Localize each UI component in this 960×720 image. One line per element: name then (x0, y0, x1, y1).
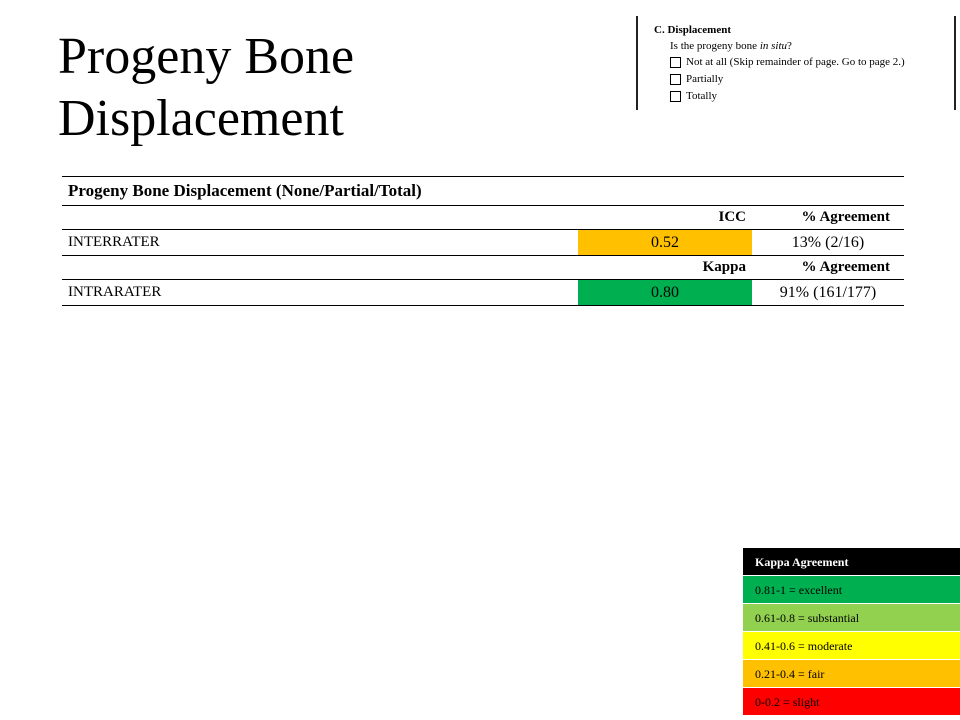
row-label: INTERRATER (68, 234, 160, 250)
agreement-value: 91% (161/177) (779, 283, 877, 301)
interrater-header-row (62, 206, 904, 230)
legend-fair: 0.21-0.4 = fair (743, 660, 960, 688)
question-suffix: ? (787, 40, 792, 52)
option-label: Totally (686, 90, 718, 102)
intrarater-row (62, 280, 904, 306)
table-caption: Progeny Bone Displacement (None/Partial/Total) (62, 176, 904, 206)
question-prefix: Is the progeny bone (670, 40, 760, 52)
agreement-header: % Agreement (801, 259, 890, 275)
kappa-header: Kappa (702, 259, 746, 275)
legend-title: Kappa Agreement (743, 548, 960, 576)
checkbox[interactable] (670, 91, 681, 102)
option-label: Not at all (Skip remainder of page. Go to page 2.) (686, 56, 905, 68)
icc-header: ICC (718, 209, 746, 225)
question-italic: in situ (759, 40, 788, 52)
legend-slight: 0-0.2 = slight (743, 688, 960, 716)
kappa-value: 0.80 (578, 280, 752, 305)
legend-moderate: 0.41-0.6 = moderate (743, 632, 960, 660)
slide-title (58, 26, 618, 150)
option-totally[interactable] (670, 90, 717, 102)
interrater-row (62, 230, 904, 256)
form-heading: C. Displacement (654, 24, 731, 36)
kappa-legend (743, 548, 960, 716)
agreement-value: 13% (2/16) (791, 233, 865, 251)
agreement-header: % Agreement (801, 209, 890, 225)
form-excerpt (636, 16, 956, 110)
option-partially[interactable] (670, 73, 723, 85)
row-label: INTRARATER (68, 284, 162, 300)
intrarater-header-row (62, 256, 904, 280)
checkbox[interactable] (670, 57, 681, 68)
title-line-2: Displacement (58, 90, 344, 147)
form-question (670, 40, 792, 52)
legend-excellent: 0.81-1 = excellent (743, 576, 960, 604)
option-label: Partially (686, 73, 724, 85)
checkbox[interactable] (670, 74, 681, 85)
title-line-1: Progeny Bone (58, 28, 355, 85)
icc-value: 0.52 (578, 230, 752, 255)
option-not-at-all[interactable] (670, 56, 905, 68)
legend-substantial: 0.61-0.8 = substantial (743, 604, 960, 632)
